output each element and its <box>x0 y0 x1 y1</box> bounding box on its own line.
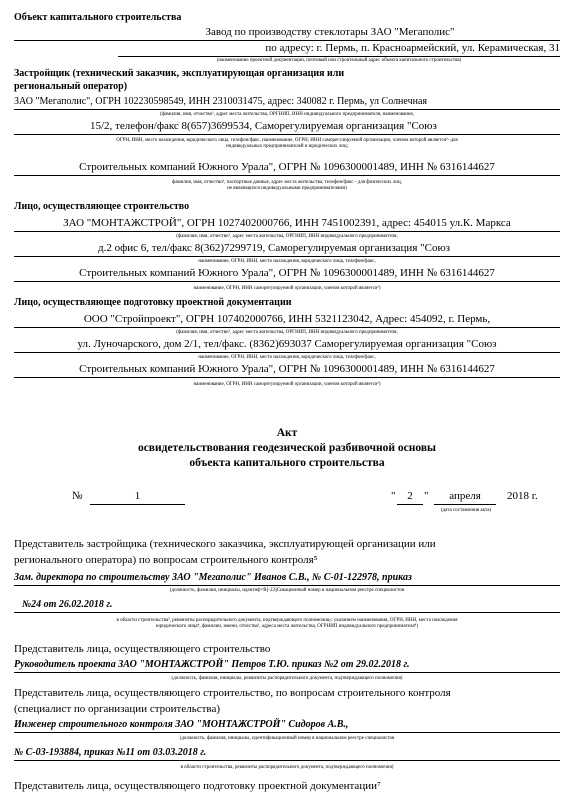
developer-heading-1: Застройщик (технический заказчик, эксплуатирующая организация или <box>14 68 345 79</box>
rep-developer-label-1: Представитель застройщика (технического заказчика, эксплуатирующей организации или <box>14 538 436 550</box>
developer-heading-2: региональный оператор) <box>14 81 128 92</box>
date-quote-close: " <box>424 490 429 502</box>
rep-developer-value-1: Зам. директора по строительству ЗАО "Мегаполис" Иванов С.В., № С-01-122978, приказ <box>14 572 412 583</box>
developer-line-1: ЗАО "Мегаполис", ОГРН 102230598549, ИНН 2310031475, адрес: 340082 г. Пермь, ул Солнечная <box>14 96 428 107</box>
underline <box>14 585 560 586</box>
developer-caption-3b: не являющихся индивидуальными предпринимателями) <box>227 186 347 191</box>
rep-developer-caption-1: (должность, фамилия, инициалы, идентиф=R[-23]Сикационный номер в национальном реестре специалистов <box>169 588 405 593</box>
date-year: 2018 г. <box>507 490 538 502</box>
object-line-2: по адресу: г. Пермь, п. Красноармейский, ул. Керамическая, 31 <box>265 42 560 54</box>
builder-line-2: д.2 офис 6, тел/факс 8(362)7299719, Саморегулируемая организация "Союз <box>98 242 451 254</box>
underline <box>118 56 560 57</box>
underline <box>14 175 560 176</box>
date-quote-open: " <box>391 490 396 502</box>
date-caption: (дата составления акта) <box>440 508 492 513</box>
underline <box>90 504 185 505</box>
underline <box>14 281 560 282</box>
underline <box>14 377 560 378</box>
rep-builder-label: Представитель лица, осуществляющего строительство <box>14 643 271 655</box>
designer-caption-2: наименование, ОГРН, ИНН, место нахождения, юридического лица, телефон/факс, <box>198 355 376 360</box>
act-number: 1 <box>134 490 141 502</box>
developer-caption-3a: фамилия, имя, отчество¹, паспортные данные, адрес места жительства, телефон/факс - для физических лиц, <box>172 180 402 185</box>
date-month: апреля <box>449 490 481 502</box>
rep-control-label-1: Представитель лица, осуществляющего строительство, по вопросам строительного контроля <box>14 687 451 699</box>
developer-line-3: Строительных компаний Южного Урала", ОГРН № 1096300001489, ИНН № 6316144627 <box>79 161 495 173</box>
developer-line-2: 15/2, телефон/факс 8(657)3699534, Саморегулируемая организация "Союз <box>90 120 437 132</box>
developer-caption-2a: ОГРН, ИНН, место нахождения, юридического лица, телефон/факс, наименование, ОГРН, ИНН саморегулируемой организации, членом которой является²- для <box>116 138 458 143</box>
underline <box>14 612 560 613</box>
object-caption: (наименование проектной документации, почтовый или строительный адрес объекта капитального строительства) <box>216 58 462 63</box>
builder-caption-3: наименование, ОГРН, ИНН саморегулируемой организации, членом которой является²) <box>193 286 381 291</box>
act-number-sign: № <box>72 490 83 502</box>
builder-line-1: ЗАО "МОНТАЖСТРОЙ", ОГРН 1027402000766, ИНН 7451002391, адрес: 454015 ул.К. Маркса <box>63 217 511 229</box>
underline <box>14 40 560 41</box>
builder-caption-2: наименование, ОГРН, ИНН, место нахождения, юридического лица, телефон/факс, <box>198 259 376 264</box>
date-day: 2 <box>407 490 413 502</box>
underline <box>14 134 560 135</box>
underline <box>14 231 560 232</box>
act-title: Акт <box>276 427 298 439</box>
underline <box>14 352 560 353</box>
developer-caption-1: (фамилия, имя, отчество¹, адрес места жительства, ОРГНИП, ИНН индивидуального предпринимателя, наименование, <box>159 112 415 117</box>
act-subtitle-1: освидетельствования геодезической разбивочной основы <box>137 442 437 454</box>
rep-control-value-2: № С-03-193884, приказ №11 от 03.03.2018 г. <box>14 747 207 758</box>
rep-builder-caption: (должность, фамилия, инициалы, реквизиты распорядительного документа, подтверждающего полномочия) <box>171 676 403 681</box>
rep-developer-label-2: регионального оператора) по вопросам строительного контроля⁵ <box>14 554 318 566</box>
builder-caption-1: (фамилия, имя, отчество¹, адрес места жительства, ОРГНИП, ИНН индивидуального предпринимателя, <box>176 234 398 239</box>
designer-line-2: ул. Луночарского, дом 2/1, тел/факс. (8362)693037 Саморегулируемая организация "Союз <box>77 338 497 350</box>
underline <box>14 327 560 328</box>
developer-caption-2b: индивидуальных предпринимателей и юридических лиц; <box>226 144 348 149</box>
builder-line-3: Строительных компаний Южного Урала", ОГРН № 1096300001489, ИНН № 6316144627 <box>79 267 495 279</box>
rep-developer-caption-2a: в области строительства³, реквизиты распорядительного документа, подтверждающего полномочия,с указанием наименования, ОГРН, ИНН, места нахождения <box>116 618 458 623</box>
designer-caption-3: наименование, ОГРН, ИНН саморегулируемой организации, членом которой является²) <box>193 382 381 387</box>
act-subtitle-2: объекта капитального строительства <box>189 457 385 469</box>
designer-line-1: ООО "Стройпроект", ОГРН 107402000766, ИНН 5321123042, Адрес: 454092, г. Пермь, <box>83 313 491 325</box>
underline <box>14 732 560 733</box>
rep-control-caption-2: в области строительства, реквизиты распорядительного документа, подтверждающего полномочия) <box>180 765 394 770</box>
designer-caption-1: (фамилия, имя, отчество¹, адрес места жительства, ОРГНИП, ИНН индивидуального предпринимателя, <box>176 330 398 335</box>
rep-designer-label: Представитель лица, осуществляющего подготовку проектной документации⁷ <box>14 780 381 792</box>
rep-control-label-2: (специалист по организации строительства) <box>14 703 221 715</box>
builder-heading: Лицо, осуществляющее строительство <box>14 201 190 212</box>
underline <box>434 504 496 505</box>
underline <box>14 672 560 673</box>
designer-heading: Лицо, осуществляющее подготовку проектной документации <box>14 297 292 308</box>
underline <box>397 504 423 505</box>
object-heading: Объект капитального строительства <box>14 12 182 23</box>
designer-line-3: Строительных компаний Южного Урала", ОГРН № 1096300001489, ИНН № 6316144627 <box>79 363 495 375</box>
rep-developer-value-2: №24 от 26.02.2018 г. <box>22 599 113 610</box>
underline <box>14 256 560 257</box>
rep-developer-caption-2b: юридического лица⁴, фамилии, имени, отчества¹, адреса места жительства, ОГРНИП индивидуального предпринимателя⁴) <box>155 624 419 629</box>
rep-builder-value: Руководитель проекта ЗАО "МОНТАЖСТРОЙ" Петров Т.Ю. приказ №2 от 29.02.2018 г. <box>14 659 410 670</box>
underline <box>14 760 560 761</box>
rep-control-value-1: Инженер строительного контроля ЗАО "МОНТАЖСТРОЙ" Сидоров А.В., <box>14 719 349 730</box>
object-line-1: Завод по производству стеклотары ЗАО "Мегаполис" <box>205 26 455 38</box>
underline <box>14 109 560 110</box>
rep-control-caption-1: (должность, фамилия, инициалы, идентификационный номер в национальном реестре специалистов <box>179 736 395 741</box>
